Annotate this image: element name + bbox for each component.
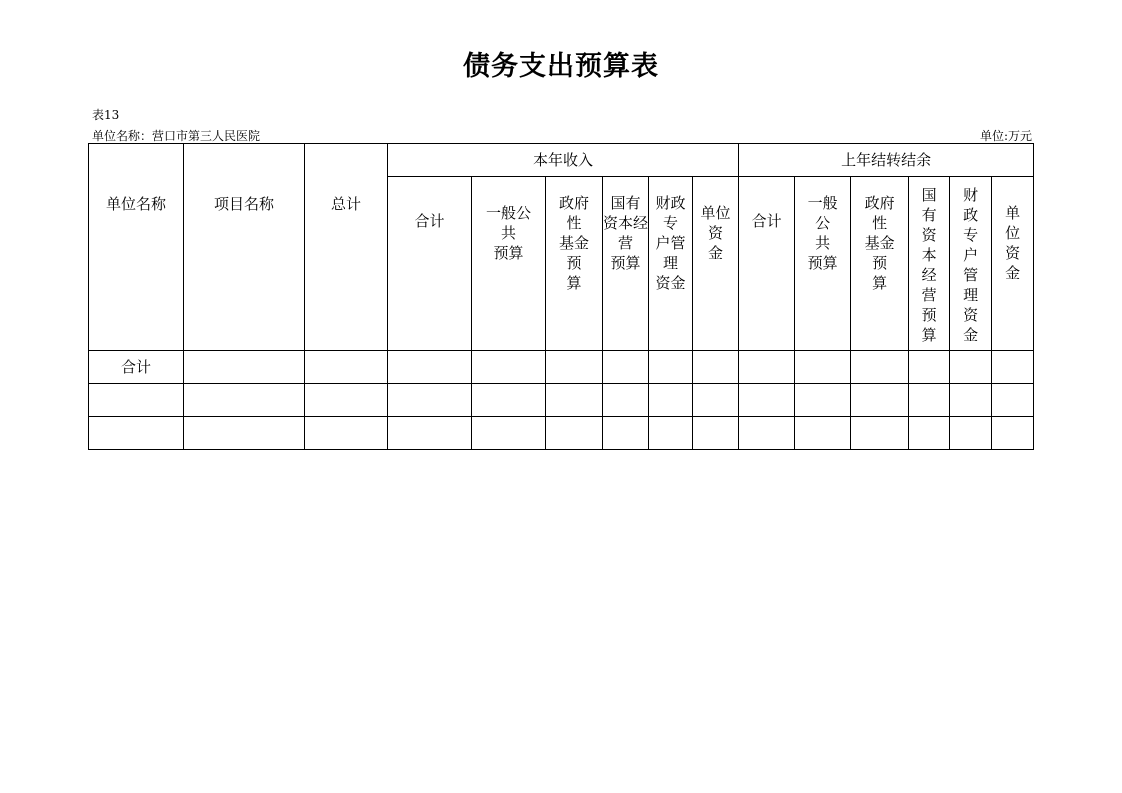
table-cell	[739, 351, 795, 384]
table-cell	[472, 351, 546, 384]
header-current-subtotal: 合计	[388, 177, 472, 351]
table-cell	[909, 417, 950, 450]
table-cell	[184, 351, 305, 384]
header-prior-general-public-budget: 一般 公 共 预算	[795, 177, 851, 351]
table-cell	[992, 351, 1034, 384]
unit-name-label: 单位名称：营口市第三人民医院	[92, 129, 261, 143]
table-cell	[388, 384, 472, 417]
table-number: 表13	[92, 108, 120, 122]
table-cell	[388, 417, 472, 450]
table-cell	[649, 417, 693, 450]
header-prior-subtotal: 合计	[739, 177, 795, 351]
row-label	[89, 417, 184, 450]
table-cell	[546, 384, 603, 417]
table-cell	[851, 417, 909, 450]
table-cell	[693, 417, 739, 450]
table-cell	[795, 351, 851, 384]
table-row	[89, 384, 1034, 417]
table-cell	[305, 417, 388, 450]
header-total: 总计	[305, 144, 388, 351]
header-current-year-income: 本年收入	[388, 144, 739, 177]
table-cell	[950, 384, 992, 417]
header-current-state-capital-budget: 国有 资本经 营 预算	[603, 177, 649, 351]
header-prior-state-capital-budget: 国 有 资 本 经 营 预 算	[909, 177, 950, 351]
table-cell	[603, 417, 649, 450]
header-prior-year-carryover: 上年结转结余	[739, 144, 1034, 177]
budget-table	[88, 143, 1034, 450]
table-cell	[603, 351, 649, 384]
header-project-name: 项目名称	[184, 144, 305, 351]
table-cell	[992, 384, 1034, 417]
currency-unit-label: 单位:万元	[979, 129, 1032, 143]
table-cell	[305, 384, 388, 417]
table-cell	[184, 417, 305, 450]
header-prior-unit-funds: 单 位 资 金	[992, 177, 1034, 351]
table-cell	[546, 417, 603, 450]
table-cell	[305, 351, 388, 384]
table-cell	[546, 351, 603, 384]
table-cell	[739, 384, 795, 417]
header-prior-fiscal-special-account: 财 政 专 户 管 理 资 金	[950, 177, 992, 351]
header-current-unit-funds: 单位 资 金	[693, 177, 739, 351]
table-cell	[184, 384, 305, 417]
table-cell	[739, 417, 795, 450]
header-current-general-public-budget: 一般公 共 预算	[472, 177, 546, 351]
table-row	[89, 417, 1034, 450]
table-cell	[851, 351, 909, 384]
header-prior-government-fund-budget: 政府 性 基金 预 算	[851, 177, 909, 351]
table-cell	[992, 417, 1034, 450]
page-title: 债务支出预算表	[463, 51, 659, 82]
table-cell	[693, 384, 739, 417]
table-row	[89, 351, 1034, 384]
table-cell	[603, 384, 649, 417]
table-cell	[693, 351, 739, 384]
table-cell	[472, 384, 546, 417]
table-cell	[795, 384, 851, 417]
table-cell	[909, 384, 950, 417]
row-label: 合计	[89, 351, 184, 384]
header-unit-name: 单位名称	[89, 144, 184, 351]
table-cell	[950, 417, 992, 450]
header-current-fiscal-special-account: 财政 专 户管 理 资金	[649, 177, 693, 351]
table-cell	[851, 384, 909, 417]
table-cell	[795, 417, 851, 450]
table-cell	[649, 384, 693, 417]
table-cell	[909, 351, 950, 384]
row-label	[89, 384, 184, 417]
table-cell	[950, 351, 992, 384]
table-cell	[472, 417, 546, 450]
table-cell	[649, 351, 693, 384]
header-current-government-fund-budget: 政府 性 基金 预 算	[546, 177, 603, 351]
table-cell	[388, 351, 472, 384]
